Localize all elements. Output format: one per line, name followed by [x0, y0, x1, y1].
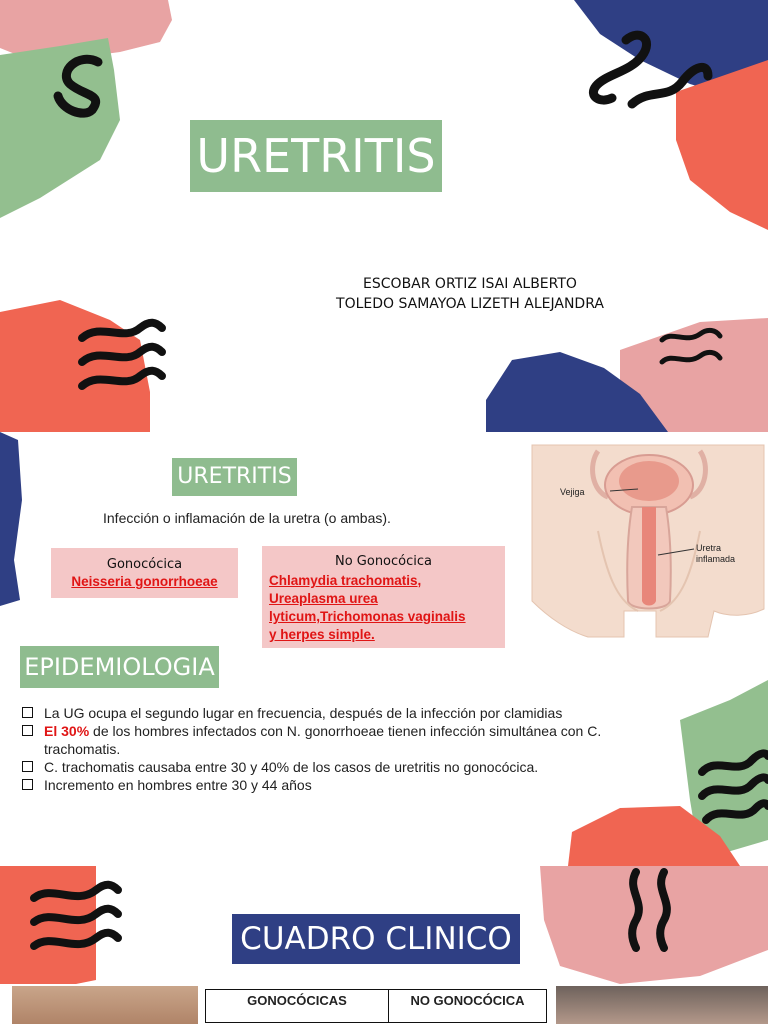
item-text: La UG ocupa el segundo lugar en frecuencia, después de la infección por clamidias: [44, 705, 563, 721]
checkbox-bullet-icon: [22, 707, 33, 718]
author-name: TOLEDO SAMAYOA LIZETH ALEJANDRA: [336, 296, 604, 312]
agent-name: Ureaplasma urea: [269, 591, 378, 606]
agent-name: y herpes simple.: [269, 627, 375, 642]
item-text: C. trachomatis causaba entre 30 y 40% de los casos de uretritis no gonocócica.: [44, 759, 539, 775]
clinical-table: [205, 989, 547, 1023]
agent-name: Chlamydia trachomatis,: [269, 573, 422, 588]
definition-text: Infección o inflamación de la uretra (o ambas).: [103, 510, 391, 526]
agent-name: Neisseria gonorrhoeae: [71, 574, 218, 589]
item-text: Incremento en hombres entre 30 y 44 años: [44, 777, 312, 793]
gonococcal-card: [51, 548, 238, 598]
item-text: de los hombres infectados con N. gonorrhoeae tienen infección simultánea con C. trachomatis.: [44, 723, 602, 757]
anatomy-label: Uretra: [696, 543, 722, 553]
list-item: [20, 776, 630, 794]
checkbox-bullet-icon: [22, 761, 33, 772]
green-brush-shape: [0, 38, 120, 218]
clinical-title: CUADRO CLINICO: [232, 914, 520, 964]
checkbox-bullet-icon: [22, 725, 33, 736]
anatomy-label: Vejiga: [560, 487, 585, 497]
agent-list: [262, 572, 505, 644]
coral-brush-shape: [676, 60, 768, 230]
card-heading: No Gonocócica: [334, 554, 432, 569]
card-heading: Gonocócica: [106, 557, 183, 572]
table-header-cell: NO GONOCÓCICA: [389, 990, 547, 1023]
navy-brush-shape: [0, 432, 22, 606]
table-header-cell: GONOCÓCICAS: [206, 990, 389, 1023]
coral-brush-shape: [0, 866, 96, 984]
anatomy-label: inflamada: [696, 554, 736, 564]
table-header-row: [206, 990, 547, 1023]
list-item: [20, 704, 630, 722]
authors: [300, 274, 640, 314]
coral-brush-shape: [0, 300, 150, 432]
list-item: [20, 722, 630, 758]
non-gonococcal-card: [262, 546, 505, 648]
agent-name: lyticum,Trichomonas vaginalis: [269, 609, 466, 624]
epidemiology-list: [20, 704, 630, 794]
clinical-photo-left: [12, 986, 198, 1024]
author-name: ESCOBAR ORTIZ ISAI ALBERTO: [363, 276, 577, 292]
clinical-photo-right: [556, 986, 768, 1024]
page-title: URETRITIS: [190, 120, 442, 192]
epidemiology-title: EPIDEMIOLOGIA: [20, 646, 219, 688]
urethra-anatomy-illustration: [528, 441, 768, 639]
pink-brush-shape: [540, 866, 768, 984]
checkbox-bullet-icon: [22, 779, 33, 790]
highlight-text: El 30%: [44, 723, 90, 739]
section-title: URETRITIS: [172, 458, 297, 496]
list-item: [20, 758, 630, 776]
